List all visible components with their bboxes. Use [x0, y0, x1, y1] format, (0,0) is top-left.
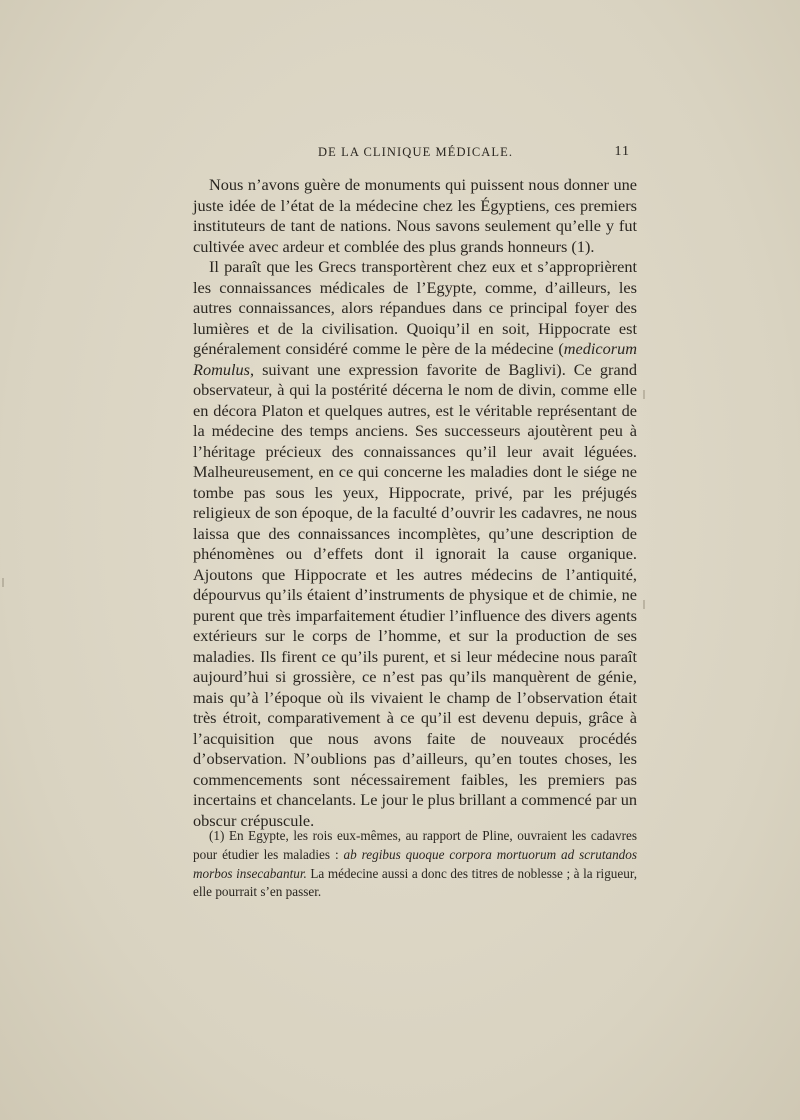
latin-phrase: medicorum Romulus: [193, 339, 637, 379]
footnote: [193, 827, 637, 902]
main-text: [193, 175, 637, 831]
paragraph: [193, 175, 637, 257]
footnote-text: (1) En Egypte, les rois eux-mêmes, au rapport de Pline, ouvraient les cadavres pour étudier les maladies :: [193, 828, 637, 862]
paragraph-text: Il paraît que les Grecs transportèrent chez eux et s’approprièrent les connaissances médicales de l’Egypte, comme, d’ailleurs, les autres connaissances, alors répandues dans ce principal foyer des lumières et de la civilisation. Quoiqu’il en soit, Hippocrate est généralement considéré comme le père de la médecine (: [193, 257, 637, 358]
footnote-paragraph: [193, 827, 637, 902]
page-header: [318, 145, 630, 167]
footnote-latin-quote: ab regibus quoque corpora mortuorum ad scrutandos morbos insecabantur.: [193, 846, 637, 881]
margin-mark: [643, 390, 645, 399]
page-number: 11: [614, 144, 630, 159]
margin-mark: [643, 600, 645, 609]
margin-mark: [2, 578, 4, 587]
paragraph-text: , suivant une expression favorite de Baglivi). Ce grand observateur, à qui la postérité décerna le nom de divin, comme elle en décora Platon et quelques autres, est le véritable représentant de la médecine des temps anciens. Ses successeurs ajoutèrent peu à l’héritage précieux des connaissances qu’il leur avait léguées. Malheureusement, en ce qui concerne les maladies dont le siége ne tombe pas sous les yeux, Hippocrate, privé, par les préjugés religieux de son époque, de la faculté d’ouvrir les cadavres, ne nous laissa que des connaissances incomplètes, qu’une description de phénomènes ou d’effets dont il ignorait la cause organique. Ajoutons que Hippocrate et les autres médecins de l’antiquité, dépourvus qu’ils étaient d’instruments de physique et de chimie, ne purent que très imparfaitement étudier l’influence des divers agents extérieurs sur le corps de l’homme, et sur la production de ses maladies. Ils firent ce qu’ils purent, et si leur médecine nous paraît aujourd’hui si grossière, ce n’est pas qu’ils manquèrent de génie, mais qu’à l’époque où ils vivaient le champ de l’observation était très étroit, comparativement à ce qu’il est devenu depuis, grâce à l’acquisition que nous avons faite de nouveaux procédés d’observation. N’oublions pas d’ailleurs, qu’en toutes choses, les commencements sont nécessairement faibles, les premiers pas incertains et chancelants. Le jour le plus brillant a commencé par un obscur crépuscule.: [193, 359, 637, 830]
paragraph: [193, 257, 637, 831]
paragraph-text: Nous n’avons guère de monuments qui puissent nous donner une juste idée de l’état de la médecine chez les Égyptiens, ces premiers instituteurs de tant de nations. Nous savons seulement qu’elle y fut cultivée avec ardeur et comblée des plus grands honneurs (1).: [193, 175, 637, 256]
footnote-text: La médecine aussi a donc des titres de noblesse ; à la rigueur, elle pourrait s’en passer.: [193, 865, 637, 900]
running-title: DE LA CLINIQUE MÉDICALE.: [318, 145, 514, 159]
